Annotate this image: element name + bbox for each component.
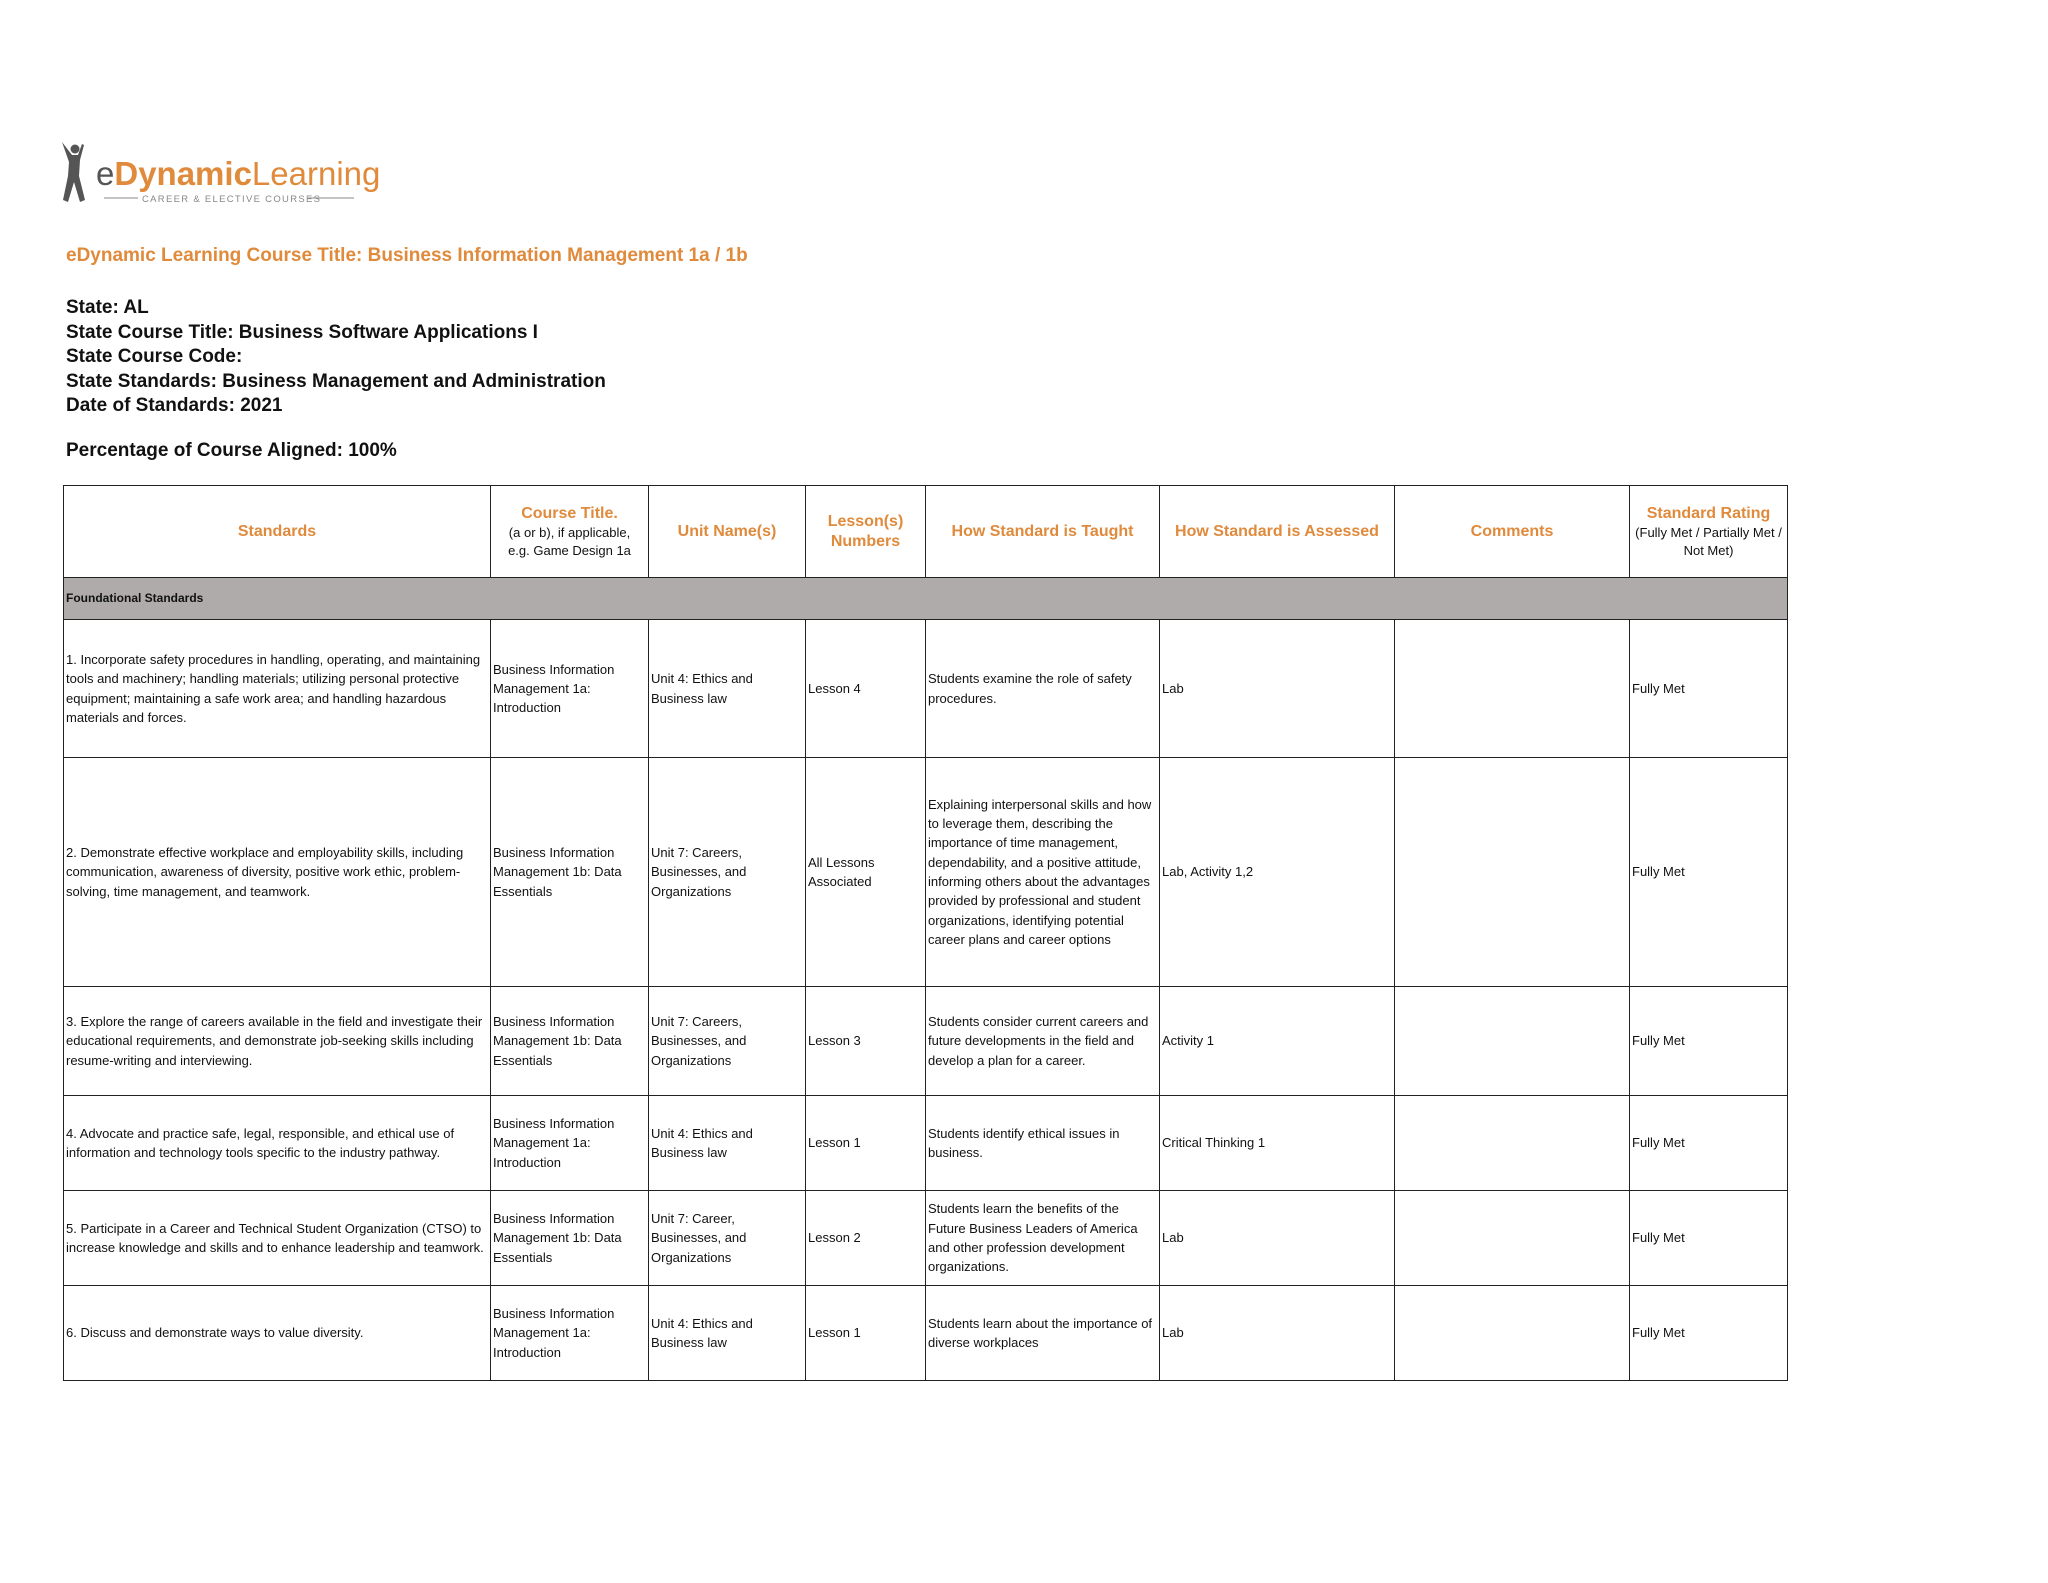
cell-course: Business Information Management 1a: Introduction: [491, 620, 649, 758]
cell-taught: Students examine the role of safety procedures.: [926, 620, 1160, 758]
standards-table: [63, 485, 1788, 1381]
header-rating-label: Standard Rating: [1646, 504, 1771, 522]
cell-standard: 4. Advocate and practice safe, legal, responsible, and ethical use of information and technology tools specific to the industry pathway.: [64, 1096, 491, 1191]
cell-lesson: Lesson 3: [806, 987, 926, 1096]
header-course-title-label: Course Title.: [521, 504, 618, 522]
cell-standard: 1. Incorporate safety procedures in handling, operating, and maintaining tools and machinery; handling materials; utilizing personal protective equipment; maintaining a safe work area; and handling hazardous materials and forces.: [64, 620, 491, 758]
cell-comments: [1395, 1096, 1630, 1191]
cell-standard: 3. Explore the range of careers available in the field and investigate their educational requirements, and demonstrate job-seeking skills including resume-writing and interviewing.: [64, 987, 491, 1096]
cell-comments: [1395, 1286, 1630, 1381]
cell-lesson: Lesson 2: [806, 1191, 926, 1286]
table-row: [64, 620, 1788, 758]
table-row: [64, 1191, 1788, 1286]
cell-course: Business Information Management 1b: Data Essentials: [491, 758, 649, 987]
cell-assessed: Lab: [1160, 1191, 1395, 1286]
cell-course: Business Information Management 1b: Data Essentials: [491, 987, 649, 1096]
svg-text:eDynamicLearning: [96, 155, 380, 192]
logo-brand-prefix: e: [96, 155, 115, 192]
cell-unit: Unit 4: Ethics and Business law: [649, 1286, 806, 1381]
header-rating-sub: (Fully Met / Partially Met / Not Met): [1635, 524, 1782, 558]
state-course-title: State Course Title: Business Software Applications I: [66, 321, 538, 343]
cell-standard: 5. Participate in a Career and Technical Student Organization (CTSO) to increase knowledge and skills and to enhance leadership and teamwork.: [64, 1191, 491, 1286]
date-of-standards: Date of Standards: 2021: [66, 395, 283, 416]
edynamic-learning-logo: [58, 142, 381, 214]
cell-standard: 2. Demonstrate effective workplace and employability skills, including communication, awareness of diversity, positive work ethic, problem-solving, time management, and teamwork.: [64, 758, 491, 987]
cell-unit: Unit 7: Career, Businesses, and Organizations: [649, 1191, 806, 1286]
cell-assessed: Activity 1: [1160, 987, 1395, 1096]
cell-comments: [1395, 620, 1630, 758]
header-unit-names: Unit Name(s): [649, 486, 806, 578]
cell-rating: Fully Met: [1630, 620, 1788, 758]
cell-rating: Fully Met: [1630, 758, 1788, 987]
table-row: [64, 1286, 1788, 1381]
cell-assessed: Lab, Activity 1,2: [1160, 758, 1395, 987]
header-course-title: [491, 486, 649, 578]
state: State: AL: [66, 297, 149, 318]
cell-comments: [1395, 1191, 1630, 1286]
cell-lesson: Lesson 4: [806, 620, 926, 758]
cell-taught: Students identify ethical issues in business.: [926, 1096, 1160, 1191]
header-course-title-sub2: e.g. Game Design 1a: [508, 542, 631, 558]
header-how-assessed: How Standard is Assessed: [1160, 486, 1395, 578]
cell-rating: Fully Met: [1630, 1286, 1788, 1381]
cell-rating: Fully Met: [1630, 1096, 1788, 1191]
cell-unit: Unit 4: Ethics and Business law: [649, 1096, 806, 1191]
percentage-aligned: Percentage of Course Aligned: 100%: [66, 440, 397, 461]
logo-brand-suffix: Learning: [251, 155, 381, 192]
header-course-title-sub1: (a or b), if applicable,: [508, 524, 631, 540]
cell-course: Business Information Management 1a: Introduction: [491, 1286, 649, 1381]
table-header-row: [64, 486, 1788, 578]
cell-lesson: Lesson 1: [806, 1096, 926, 1191]
header-how-taught: How Standard is Taught: [926, 486, 1160, 578]
cell-taught: Explaining interpersonal skills and how to leverage them, describing the importance of time management, dependability, and a positive attitude, informing others about the advantages provided by professional and student organizations, identifying potential career plans and career options: [926, 758, 1160, 987]
state-course-code: State Course Code:: [66, 346, 243, 367]
logo-brand-main: Dynamic: [114, 155, 252, 192]
table-row: [64, 758, 1788, 987]
logo-tagline: CAREER & ELECTIVE COURSES: [142, 194, 322, 205]
state-standards: State Standards: Business Management and Administration: [66, 370, 606, 392]
cell-lesson: All Lessons Associated: [806, 758, 926, 987]
header-standards: Standards: [64, 486, 491, 578]
cell-rating: Fully Met: [1630, 1191, 1788, 1286]
cell-unit: Unit 4: Ethics and Business law: [649, 620, 806, 758]
cell-course: Business Information Management 1a: Introduction: [491, 1096, 649, 1191]
cell-comments: [1395, 758, 1630, 987]
header-comments: Comments: [1395, 486, 1630, 578]
header-lesson-numbers: Lesson(s) Numbers: [806, 486, 926, 578]
cell-standard: 6. Discuss and demonstrate ways to value diversity.: [64, 1286, 491, 1381]
cell-assessed: Critical Thinking 1: [1160, 1096, 1395, 1191]
table-row: [64, 987, 1788, 1096]
course-title: eDynamic Learning Course Title: Business Information Management 1a / 1b: [66, 245, 748, 266]
table-row: [64, 1096, 1788, 1191]
cell-unit: Unit 7: Careers, Businesses, and Organizations: [649, 758, 806, 987]
cell-taught: Students learn the benefits of the Future Business Leaders of America and other profession development organizations.: [926, 1191, 1160, 1286]
person-jumping-icon: [62, 142, 85, 202]
cell-unit: Unit 7: Careers, Businesses, and Organizations: [649, 987, 806, 1096]
cell-assessed: Lab: [1160, 1286, 1395, 1381]
cell-comments: [1395, 987, 1630, 1096]
header-rating: [1630, 486, 1788, 578]
state-info: [66, 296, 606, 419]
cell-assessed: Lab: [1160, 620, 1395, 758]
cell-lesson: Lesson 1: [806, 1286, 926, 1381]
cell-course: Business Information Management 1b: Data Essentials: [491, 1191, 649, 1286]
cell-taught: Students learn about the importance of diverse workplaces: [926, 1286, 1160, 1381]
section-row: [64, 578, 1788, 620]
cell-taught: Students consider current careers and future developments in the field and develop a plan for a career.: [926, 987, 1160, 1096]
section-foundational-standards: Foundational Standards: [64, 578, 1788, 620]
cell-rating: Fully Met: [1630, 987, 1788, 1096]
